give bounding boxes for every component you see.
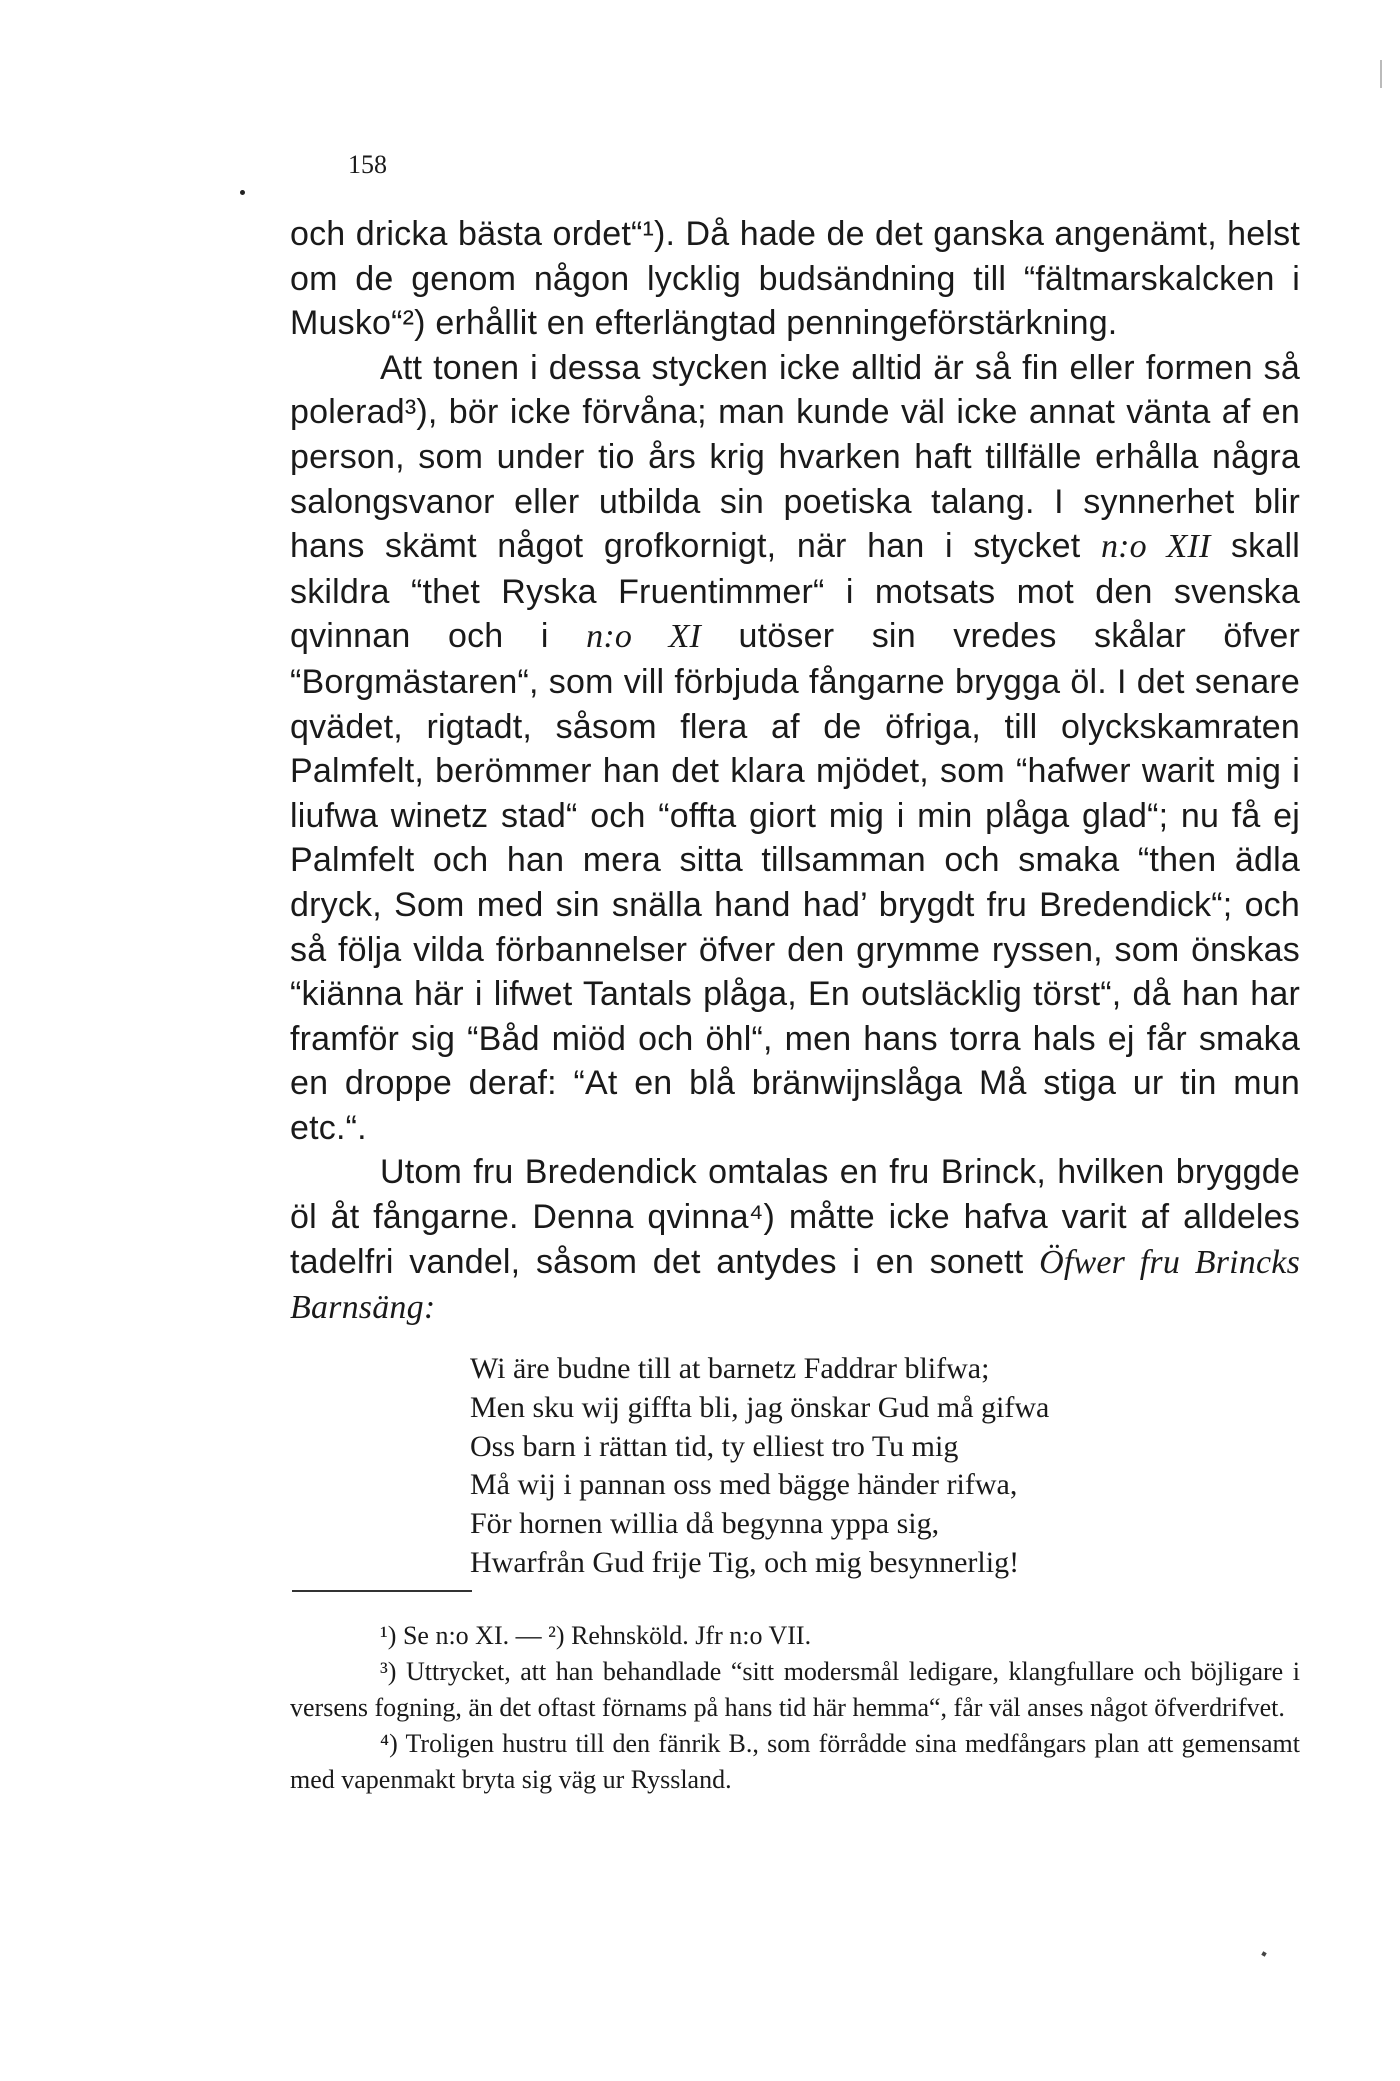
- paragraph-2-part-c: skall skildra “thet Ryska Fruentimmer“ i motsats mot den svenska qvinnan och i: [290, 527, 1301, 656]
- footnote-1-2: ¹) Se n:o XI. — ²) Rehnsköld. Jfr n:o VII.: [380, 1621, 812, 1650]
- main-text: [290, 212, 1300, 1331]
- footnotes: [290, 1618, 1300, 1798]
- poem-line: Men sku wij giffta bli, jag önskar Gud må gifwa: [470, 1390, 1050, 1424]
- paragraph-3-part-a: Utom fru Bredendick omtalas en fru Brinck, hvilken bryggde öl åt fångarne. Denna qvinna⁴) måtte icke hafva varit af alldeles tadelfri vandel, såsom det antydes i en sonett: [290, 1153, 1300, 1281]
- paragraph-2-italic-xii: n:o XII: [1100, 528, 1211, 566]
- paragraph-3-italic-title: Öfwer fru Brincks Barnsäng:: [290, 1243, 1300, 1327]
- poem-line: Wi äre budne till at barnetz Faddrar blifwa;: [470, 1352, 990, 1385]
- paragraph-1: och dricka bästa ordet“¹). Då hade de det ganska angenämt, helst om de genom någon lycklig budsändning till “fältmarskalcken i Musko“²) erhållit en efterlängtad penningeförstärkning.: [290, 215, 1300, 343]
- poem-line: Må wij i pannan oss med bägge händer rifwa,: [470, 1468, 1018, 1502]
- footnote-divider: [292, 1590, 472, 1592]
- paragraph-2: [290, 346, 1300, 1151]
- scan-dot: [240, 190, 245, 195]
- poem-line: Oss barn i rättan tid, ty elliest tro Tu mig: [470, 1429, 959, 1463]
- sonnet-quote: [470, 1350, 1270, 1583]
- paragraph-3: [290, 1150, 1300, 1330]
- footnote-3: ³) Uttrycket, att han behandlade “sitt modersmål ledigare, klangfullare och böjligare i versens fogning, än det oftast förnams på hans tid här hemma“, får väl anses något öfverdrifvet.: [290, 1657, 1300, 1722]
- footnote-4: ⁴) Troligen hustru till den fänrik B., som förrådde sina medfångars plan att gemensamt med vapenmakt bryta sig väg ur Ryssland.: [290, 1729, 1300, 1794]
- poem-line: För hornen willia då begynna yppa sig,: [470, 1507, 940, 1541]
- page-number: 158: [348, 150, 387, 179]
- scan-speck: [1380, 60, 1382, 88]
- paragraph-2-italic-xi: n:o XI: [586, 618, 702, 656]
- paragraph-2-part-a: Att tonen i dessa stycken icke alltid är så fin eller formen så polerad³), bör icke förvåna; man kunde väl icke annat vänta af en person, som under tio års krig hvarken haft tillfälle erhålla några salongsvanor eller utbilda sin poetiska talang. I synnerhet blir hans skämt något grofkornigt, när han i stycket: [290, 348, 1300, 566]
- poem-line: Hwarfrån Gud frije Tig, och mig besynnerlig!: [470, 1545, 1020, 1579]
- paragraph-2-part-e: utöser sin vredes skålar öfver “Borgmästaren“, som vill förbjuda fångarne brygga öl. I det senare qvädet, rigtadt, såsom flera af de öfriga, till olyckskamraten Palmfelt, berömmer han det klara mjödet, som “hafwer warit mig i liufwa winetz stad“ och “offta giort mig i min plåga glad“; nu få ej Palmfelt och han mera sitta tillsamman och smaka “then ädla dryck, Som med sin snälla hand had’ brygdt fru Bredendick“; och så följa vilda förbannelser öfver den grymme ryssen, som önskas “kiänna här i lifwet Tantals plåga, En outsläcklig törst“, då han har framför sig “Båd miöd och öhl“, men hans torra hals ej får smaka en droppe deraf: “At en blå bränwijnslåga Må stiga ur tin mun etc.“.: [290, 617, 1300, 1147]
- scan-speck: [1261, 1951, 1266, 1956]
